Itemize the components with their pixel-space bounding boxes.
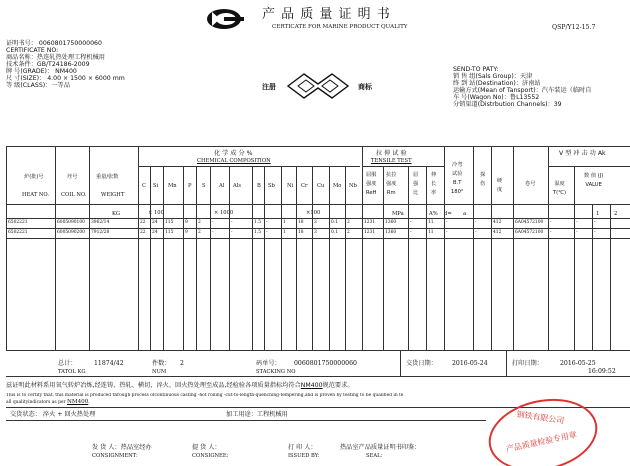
- distribution-channel: 分销渠道(Distrbution Channels)：39: [453, 101, 562, 108]
- impact-title: V 型 冲 击 功 Ak: [559, 150, 606, 157]
- table-cell: -: [446, 220, 448, 225]
- total-label-en: TATOL KG: [58, 369, 86, 375]
- table-cell: -: [266, 220, 268, 225]
- value-l1: 数 值 (J): [584, 173, 604, 179]
- table-cell: 11: [428, 220, 434, 225]
- bend-l4: 180°: [451, 189, 464, 195]
- delivery-date-value: 2016-05-24: [452, 360, 488, 367]
- tensile-title: 拉 伸 试 验: [376, 150, 407, 157]
- table-cell: 3: [314, 230, 317, 235]
- table-cell: 2: [198, 220, 201, 225]
- table-cell: -: [550, 230, 552, 235]
- table-cell: 2: [347, 230, 350, 235]
- impact-value-header: [584, 173, 603, 188]
- heat-no-header-en: HEAT NO.: [22, 192, 50, 198]
- element-p: P: [188, 183, 192, 189]
- multiplier-x100-a: × 100: [148, 210, 164, 216]
- certificate-no-en: CERTIFICATE NO:: [6, 47, 59, 54]
- hardness-header: [497, 178, 502, 193]
- trademark-label: 商标: [358, 83, 372, 91]
- flaw-header: [480, 172, 485, 187]
- yield-l1: 屈服: [366, 172, 377, 178]
- coil-no-header: 坯号: [67, 174, 78, 180]
- mpa-unit: MPa: [392, 211, 404, 217]
- table-cell: -: [446, 230, 448, 235]
- elong-l2: 长: [431, 181, 437, 187]
- chem-title: 化 学 成 分 %: [214, 150, 253, 157]
- total-value: 11874/42: [94, 360, 124, 367]
- print-date-value: 2016-05-25: [560, 360, 596, 367]
- table-cell: 1231: [364, 220, 376, 225]
- bend-l3: B.T: [453, 180, 462, 186]
- bend-a: a: [463, 211, 467, 217]
- temp-l1: 温度: [554, 181, 565, 187]
- table-cell: 6A04572100: [515, 220, 544, 225]
- table-cell: 6005090100: [57, 220, 85, 225]
- table-cell: -: [410, 230, 412, 235]
- table-cell: 0.1: [331, 220, 338, 225]
- table-cell: 24: [152, 220, 158, 225]
- impact-col-2: 2: [614, 211, 618, 217]
- statement-en-prefix: all qualityindicators as per: [6, 400, 67, 405]
- element-c: C: [142, 183, 146, 189]
- statement-en-grade: NM400: [66, 399, 89, 405]
- impact-temp-header: [553, 181, 566, 196]
- technical-standard: 技术条件：GB/T24186-2009: [6, 61, 90, 68]
- table-cell: -: [475, 220, 477, 225]
- left-info: [6, 40, 125, 89]
- table-cell: 22: [140, 230, 146, 235]
- stacking-label: 码单号：: [256, 360, 281, 367]
- hardness-l2: 度: [497, 187, 503, 193]
- title-cn: 产 品 质 量 证 明 书: [262, 7, 391, 22]
- tensile-l1: 抗拉: [386, 172, 397, 178]
- table-cell: 18: [298, 220, 304, 225]
- element-als: Als: [233, 183, 242, 189]
- ratio-l2: 强: [413, 181, 419, 187]
- bend-d: d=: [444, 211, 452, 217]
- element-cr: Cr: [301, 183, 308, 189]
- tensile-header: [386, 172, 396, 196]
- trademark-logo-icon: [286, 72, 350, 100]
- table-cell: 6502221: [8, 220, 28, 225]
- stamp-line1: 钢铁有限公司: [515, 409, 565, 426]
- element-mn: Mn: [168, 183, 177, 189]
- table-cell: -: [576, 220, 578, 225]
- title-en: CERTICATE FOR MARINE PRODUCT QUALITY: [272, 24, 408, 30]
- coil-no-header-en: COIL NO.: [61, 192, 87, 198]
- table-cell: 3962/14: [91, 220, 110, 225]
- print-date-label: 打印日期：: [512, 360, 543, 367]
- size: 尺 寸(SIZE)： 4.00 × 1500 × 6000 mm: [6, 75, 125, 82]
- table-cell: -: [212, 220, 214, 225]
- weight-header: 重量/张数: [96, 174, 119, 180]
- table-cell: 412: [493, 220, 502, 225]
- flaw-l2: 伤: [480, 181, 486, 187]
- registered-label: 注册: [262, 83, 276, 91]
- statement-cn: [6, 382, 353, 389]
- element-sb: Sb: [268, 183, 275, 189]
- bend-l1: 冷弯: [452, 162, 463, 168]
- table-cell: 1: [283, 230, 286, 235]
- table-cell: 7912/28: [91, 230, 110, 235]
- issued-by-label: 打 印 人：: [288, 444, 317, 451]
- impact-col-1: 1: [596, 211, 600, 217]
- table-cell: 3: [314, 220, 317, 225]
- elong-l1: 伸: [431, 172, 437, 178]
- stacking-value: 0060801750000060: [294, 360, 357, 367]
- class: 等 级(CLASS)：一等品: [6, 82, 70, 89]
- elongation-header: [431, 172, 436, 196]
- tensile-l3: Rm: [386, 190, 396, 196]
- grade: 牌 号(GRADE)： NM400: [6, 68, 77, 75]
- weight-unit: KG: [112, 211, 121, 217]
- table-cell: 115: [165, 230, 174, 235]
- company-seal-stamp: [482, 389, 604, 466]
- yield-l3: ReH: [366, 190, 377, 196]
- delivery-date-label: 交货日期：: [406, 360, 437, 367]
- hardness-l1: 硬: [497, 178, 503, 184]
- heat-no-header: 炉(批)号: [24, 174, 44, 180]
- table-cell: 6502221: [8, 230, 28, 235]
- table-cell: 0.1: [331, 230, 338, 235]
- total-label: 总计：: [58, 360, 77, 367]
- table-cell: 1360: [385, 230, 397, 235]
- table-cell: 115: [165, 220, 174, 225]
- table-cell: 9: [185, 230, 188, 235]
- consignment-label-en: CONSIGNMENT:: [92, 453, 138, 459]
- weight-header-en: WEIGHT: [101, 192, 125, 198]
- table-cell: -: [231, 220, 233, 225]
- ratio-l3: 比: [413, 190, 419, 196]
- table-cell: 6005090200: [57, 230, 85, 235]
- table-cell: 9: [185, 220, 188, 225]
- table-cell: 18: [298, 230, 304, 235]
- table-cell: 2: [198, 230, 201, 235]
- wagon-number: 车 号(Wagon No)：鲁L13552: [453, 94, 540, 101]
- statement-en-line1: This is to certify that, this material is produced through process ofcontinuous casting -hot rolling -cut-to-length-quenching-tempering,and is proven by testing to be qualified in te: [6, 393, 404, 398]
- temp-l2: T(℃): [553, 190, 567, 196]
- product-name: 商品名称：热连轧热处理工程机械用: [6, 54, 105, 61]
- table-cell: -: [594, 220, 596, 225]
- stacking-label-en: STACKING NO: [256, 369, 296, 375]
- multiplier-x100-b: ×100: [306, 210, 321, 216]
- processing-usage: 加工用途：工程机械用: [226, 411, 288, 418]
- tensile-l2: 强度: [386, 181, 397, 187]
- table-cell: -: [594, 230, 596, 235]
- stamp-line2: 产品质量检验专用章: [505, 430, 578, 454]
- table-cell: -: [576, 230, 578, 235]
- destination: 终 到 站(Destination)：济南站: [453, 80, 541, 87]
- sales-group: 销 售 组(Sals Group)：天津: [453, 73, 533, 80]
- multiplier-x1000: × 1000: [214, 210, 234, 216]
- seal-label-en: SEAL:: [366, 453, 383, 459]
- certificate-number: 证明书号： 0060801750000060: [6, 40, 102, 47]
- seal-label: 热品室产品质量证明书印鉴：: [340, 444, 421, 451]
- yield-ratio-header: [413, 172, 418, 196]
- ratio-l1: 屈: [413, 172, 419, 178]
- right-info: [453, 66, 591, 108]
- bend-l2: 试验: [452, 171, 463, 177]
- table-cell: 1231: [364, 230, 376, 235]
- statement-en-suffix: .: [88, 400, 90, 405]
- table-cell: 1: [283, 220, 286, 225]
- statement-cn-grade: NM400: [300, 382, 323, 389]
- statement-cn-suffix: 规范要求。: [322, 382, 354, 389]
- table-cell: -: [410, 220, 412, 225]
- pieces-label-en: NUM: [152, 369, 167, 375]
- doc-code: QSP/Y12-15.7: [552, 24, 596, 31]
- table-cell: -: [231, 230, 233, 235]
- statement-cn-prefix: 兹证明此材料系用氧气转炉冶炼,经连铸、热轧、横切、淬火、回火热处理至成品,经检验各项质量指标均符合: [6, 382, 301, 389]
- company-logo-icon: [206, 8, 244, 30]
- yield-header: [366, 172, 376, 196]
- pieces-value: 2: [180, 360, 184, 367]
- table-cell: 412: [493, 230, 502, 235]
- table-cell: 1360: [385, 220, 397, 225]
- consignee-label: 提 货 人：: [192, 444, 221, 451]
- table-cell: -: [266, 230, 268, 235]
- elong-l3: 率: [431, 190, 437, 196]
- print-time-value: 16:09:52: [588, 368, 616, 375]
- consignee-label-en: CONSIGNEE:: [192, 453, 229, 459]
- consignment-label: 发 货 人：热品室经办: [92, 444, 152, 451]
- element-al: Al: [219, 183, 225, 189]
- value-l2: VALUE: [585, 182, 602, 188]
- table-cell: 2: [347, 220, 350, 225]
- table-cell: 1.5: [254, 220, 261, 225]
- cert-no-header: 卷号: [525, 181, 536, 187]
- percent-unit: A%: [429, 211, 438, 217]
- chem-title-en: CHEMICAL COMPOSITION: [197, 158, 271, 164]
- element-b: B: [257, 183, 261, 189]
- tensile-title-en: TENSILE TEST: [371, 158, 412, 164]
- yield-l2: 强度: [366, 181, 377, 187]
- table-cell: 22: [140, 220, 146, 225]
- table-cell: 6A04572100: [515, 230, 544, 235]
- table-cell: 11: [428, 230, 434, 235]
- delivery-state: 交货状态： 淬火 + 回火热处理: [10, 411, 96, 418]
- table-cell: -: [212, 230, 214, 235]
- element-cu: Cu: [317, 183, 325, 189]
- table-cell: -: [550, 220, 552, 225]
- element-nb: Nb: [349, 183, 357, 189]
- table-cell: 1.5: [254, 230, 261, 235]
- bend-header: [451, 162, 464, 195]
- pieces-label: 件数：: [152, 360, 171, 367]
- issued-by-label-en: ISSUED BY:: [288, 453, 320, 459]
- element-ni: Ni: [287, 183, 294, 189]
- send-to-party: SEND-TO PATY:: [453, 66, 499, 73]
- flaw-l1: 探: [480, 172, 486, 178]
- element-s: S: [202, 183, 206, 189]
- element-si: Si: [153, 183, 159, 189]
- statement-en-line2: [6, 400, 90, 405]
- transport-mean: 运输方式(Mean of Tansport)：汽车装运（临时自: [453, 87, 592, 94]
- table-cell: 24: [152, 230, 158, 235]
- table-cell: -: [475, 230, 477, 235]
- element-mo: Mo: [333, 183, 342, 189]
